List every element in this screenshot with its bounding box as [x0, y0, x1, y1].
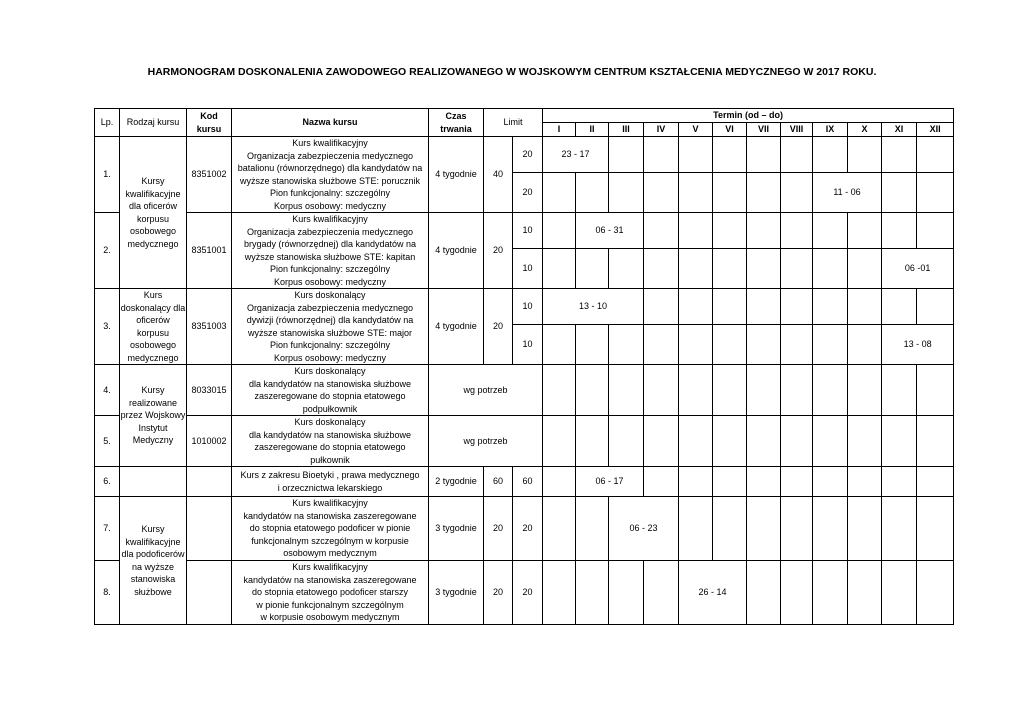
term-range: 23 - 17: [543, 137, 609, 173]
table-row: [95, 561, 954, 625]
course-code: [187, 561, 232, 625]
course-name-line: wyższe stanowiska służbowe STE: kapitan: [244, 251, 416, 262]
month-header: VI: [713, 123, 747, 137]
course-code: 8351001: [187, 213, 232, 289]
course-code: 8033015: [187, 365, 232, 416]
course-name-line: Kurs kwalifikacyjny: [292, 138, 368, 148]
term-range: 06 - 31: [576, 213, 644, 249]
course-name-line: Korpus osobowy: medyczny: [273, 276, 387, 287]
course-name-line: Organizacja zabezpieczenia medycznego: [246, 150, 414, 161]
table-row: [95, 416, 954, 467]
course-name-line: Organizacja zabezpieczenia medycznego: [246, 226, 414, 237]
course-name-line: dla kandydatów na stanowiska służbowe: [248, 429, 412, 440]
group-label: Kursy kwalifikacyjne dla oficerów korpusu osobowego medycznego: [120, 137, 187, 289]
term-range: 06 -01: [882, 249, 954, 289]
table-row: [95, 289, 954, 325]
course-name-line: Organizacja zabezpieczenia medycznego: [246, 302, 414, 313]
group-label: Kursy kwalifikacyjne dla podoficerów na wyższe stanowiska służbowe: [120, 497, 187, 625]
term-range: 26 - 14: [679, 561, 747, 625]
course-name-line: batalionu (równorzędnego) dla kandydatów na: [237, 163, 423, 173]
sub-limit: 20: [513, 137, 543, 173]
document-title: HARMONOGRAM DOSKONALENIA ZAWODOWEGO REALIZOWANEGO W WOJSKOWYM CENTRUM KSZTAŁCENIA MEDYCZNEGO W 2017 ROKU.: [147, 66, 877, 78]
course-name-line: i orzecznictwa lekarskiego: [277, 482, 383, 493]
row-number: 5.: [95, 416, 120, 467]
course-name-line: Korpus osobowy: medyczny: [273, 352, 387, 363]
header-termin: Termin (od – do): [543, 109, 954, 123]
table-row: [95, 365, 954, 416]
course-name-line: Kurs kwalifikacyjny: [292, 214, 368, 224]
course-name-line: podpułkownik: [302, 403, 358, 414]
course-limit: 20: [484, 561, 513, 625]
row-number: 2.: [95, 213, 120, 289]
course-code: 8351002: [187, 137, 232, 213]
term-range: 06 - 23: [609, 497, 679, 561]
course-name-line: Korpus osobowy: medyczny: [273, 200, 387, 211]
course-limit: 40: [484, 137, 513, 213]
month-header: XII: [917, 123, 954, 137]
course-limit: 20: [484, 289, 513, 365]
group-label: Kurs doskonalący dla oficerów korpusu osobowego medycznego: [120, 290, 186, 363]
course-name-line: Pion funkcjonalny: szczególny: [269, 340, 391, 350]
course-name-line: Pion funkcjonalny: szczególny: [269, 188, 391, 198]
course-name: [232, 467, 429, 497]
course-duration: 4 tygodnie: [429, 289, 484, 365]
course-name-line: funkcjonalnym szczególnym w korpusie: [251, 535, 409, 546]
month-header: V: [679, 123, 713, 137]
course-name-line: kandydatów na stanowiska zaszeregowane: [243, 510, 417, 521]
course-name-line: zaszeregowane do stopnia etatowego: [254, 442, 406, 452]
sub-limit: 20: [513, 173, 543, 213]
course-code: [187, 467, 232, 497]
month-header: IX: [813, 123, 848, 137]
course-name-line: wyższe stanowiska służbowe STE: major: [247, 327, 413, 338]
course-name-line: dla kandydatów na stanowiska służbowe: [248, 378, 412, 389]
course-duration: wg potrzeb: [429, 416, 543, 467]
schedule-table: [94, 108, 954, 625]
course-limit: 20: [484, 497, 513, 561]
course-name-line: w pionie funkcjonalnym szczególnym: [256, 599, 404, 610]
month-header: X: [848, 123, 882, 137]
course-name: [232, 289, 429, 365]
course-name-line: wyższe stanowiska służbowe STE: porucznik: [239, 175, 421, 186]
course-name-line: Kurs doskonalący: [294, 417, 366, 427]
term-range: 06 - 17: [576, 467, 644, 497]
sub-limit: 10: [513, 249, 543, 289]
month-header: VII: [747, 123, 781, 137]
course-name: [232, 365, 429, 416]
course-name-line: Kurs kwalifikacyjny: [292, 498, 368, 509]
month-header: III: [609, 123, 644, 137]
course-name-line: Kurs kwalifikacyjny: [292, 562, 368, 573]
header-lp: Lp.: [95, 109, 120, 137]
month-header: II: [576, 123, 609, 137]
sub-limit: 20: [513, 561, 543, 625]
month-header: IV: [644, 123, 679, 137]
course-name: [232, 137, 429, 213]
course-name: [232, 497, 429, 561]
month-header: I: [543, 123, 576, 137]
sub-limit: 20: [513, 497, 543, 561]
course-name-line: do stopnia etatowego podoficer w pionie: [249, 523, 411, 534]
month-header: XI: [882, 123, 917, 137]
course-name-line: Kurs doskonalący: [294, 366, 366, 376]
row-number: 7.: [95, 497, 120, 561]
course-name-line: w korpusie osobowym medycznym: [260, 612, 400, 623]
table-row: [95, 497, 954, 561]
course-code: 1010002: [187, 416, 232, 467]
group-label: Kursy realizowane przez Wojskowy Instytut Medyczny: [120, 365, 187, 467]
course-code: [187, 497, 232, 561]
course-duration: 4 tygodnie: [429, 213, 484, 289]
course-duration: 2 tygodnie: [429, 467, 484, 497]
row-number: 8.: [95, 561, 120, 625]
course-name: [232, 416, 429, 467]
course-name-line: dywizji (równorzędnej) dla kandydatów na: [246, 315, 414, 325]
course-name-line: Kurs doskonalący: [294, 290, 366, 300]
course-name-line: Pion funkcjonalny: szczególny: [269, 264, 391, 274]
table-row: [95, 213, 954, 249]
sub-limit: 10: [513, 325, 543, 365]
course-name-line: pułkownik: [310, 454, 350, 465]
course-name-line: Kurs z zakresu Bioetyki , prawa medycznego: [240, 470, 420, 480]
row-number: 3.: [95, 289, 120, 365]
header-rodzaj: Rodzaj kursu: [120, 109, 187, 137]
term-range: 11 - 06: [813, 173, 882, 213]
course-name-line: kandydatów na stanowiska zaszeregowane: [243, 574, 417, 585]
term-range: 13 - 08: [882, 325, 954, 365]
course-name-line: do stopnia etatowego podoficer starszy: [251, 587, 409, 598]
course-limit: 60: [484, 467, 513, 497]
course-duration: 3 tygodnie: [429, 497, 484, 561]
course-duration: wg potrzeb: [429, 365, 543, 416]
course-duration: 3 tygodnie: [429, 561, 484, 625]
course-name: [232, 213, 429, 289]
course-name: [232, 561, 429, 625]
header-limit: Limit: [484, 109, 543, 137]
course-name-line: brygady (równorzędnej) dla kandydatów na: [243, 239, 417, 249]
row-number: 1.: [95, 137, 120, 213]
table-row: [95, 137, 954, 173]
header-czas: Czas trwania: [429, 109, 484, 137]
row-number: 4.: [95, 365, 120, 416]
row-number: 6.: [95, 467, 120, 497]
sub-limit: 10: [513, 213, 543, 249]
sub-limit: 10: [513, 289, 543, 325]
course-duration: 4 tygodnie: [429, 137, 484, 213]
sub-limit: 60: [513, 467, 543, 497]
course-name-line: zaszeregowane do stopnia etatowego: [254, 391, 406, 401]
header-kod: Kod kursu: [187, 109, 232, 137]
table-row: [95, 467, 954, 497]
header-nazwa: Nazwa kursu: [232, 109, 429, 137]
course-code: 8351003: [187, 289, 232, 365]
course-limit: 20: [484, 213, 513, 289]
term-range: 13 - 10: [543, 289, 644, 325]
month-header: VIII: [781, 123, 813, 137]
course-name-line: osobowym medycznym: [283, 548, 377, 559]
